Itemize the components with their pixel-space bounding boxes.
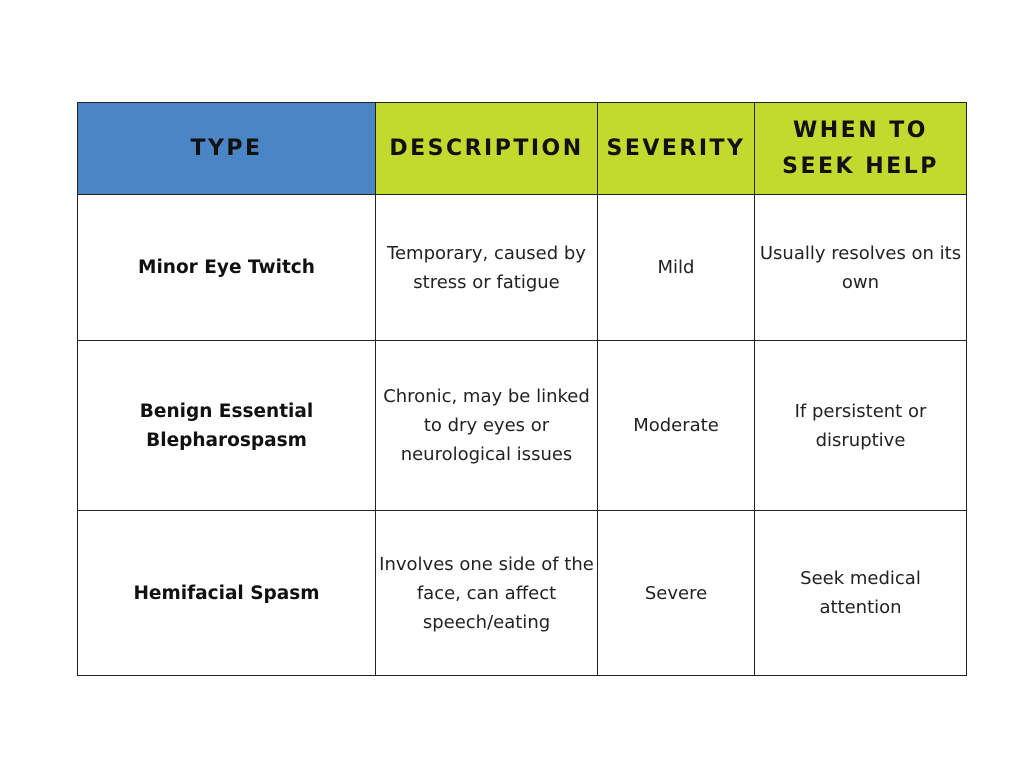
header-when-to-seek-help [755,103,967,195]
description-cell: Involves one side of the face, can affect speech/eating [376,511,598,676]
header-when-line-2: SEEK HELP [782,153,939,179]
type-cell: Hemifacial Spasm [78,511,376,676]
header-severity: SEVERITY [598,103,755,195]
header-type: TYPE [78,103,376,195]
severity-cell: Moderate [598,341,755,511]
severity-cell: Mild [598,195,755,341]
when-to-seek-help-cell: Usually resolves on its own [755,195,967,341]
eye-twitch-types-table [77,102,967,676]
table-row [78,341,967,511]
table-row [78,195,967,341]
table-header-row [78,103,967,195]
when-to-seek-help-cell: Seek medical attention [755,511,967,676]
type-cell: Minor Eye Twitch [78,195,376,341]
table-row [78,511,967,676]
description-cell: Chronic, may be linked to dry eyes or neurological issues [376,341,598,511]
header-when-line-1: WHEN TO [793,117,928,143]
description-cell: Temporary, caused by stress or fatigue [376,195,598,341]
when-to-seek-help-cell: If persistent or disruptive [755,341,967,511]
header-description: DESCRIPTION [376,103,598,195]
severity-cell: Severe [598,511,755,676]
type-cell: Benign Essential Blepharospasm [78,341,376,511]
